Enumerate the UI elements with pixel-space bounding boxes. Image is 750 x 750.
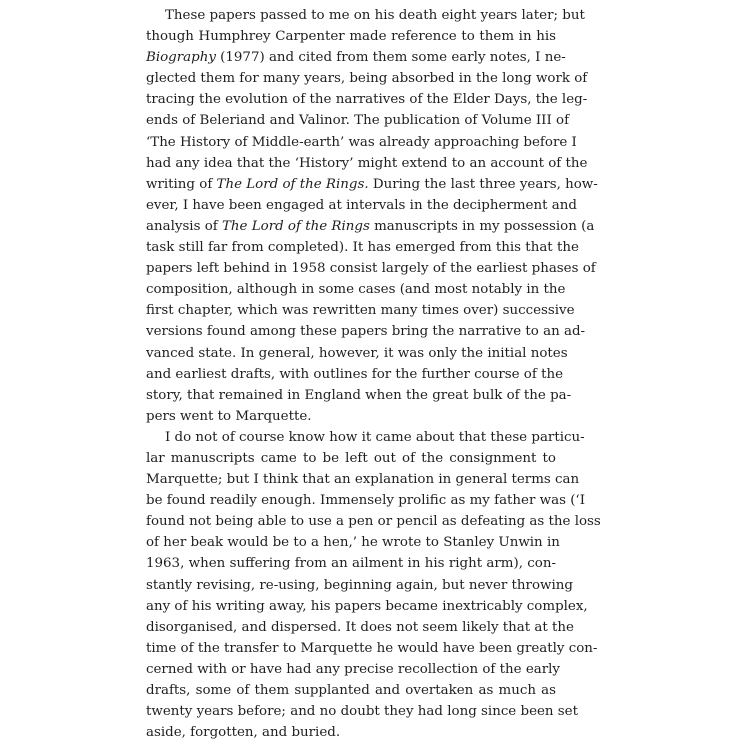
text-line (146, 638, 598, 659)
text-run: versions found among these papers bring the narrative to an ad- (146, 324, 586, 340)
text-run: tracing the evolution of the narratives of the Elder Days, the leg- (146, 92, 588, 108)
text-line (146, 68, 588, 89)
text-line (146, 132, 577, 153)
text-line (146, 680, 556, 701)
text-line (146, 427, 585, 448)
text-line (146, 279, 566, 300)
text-run: (1977) and cited from them some early notes, I ne- (215, 50, 566, 66)
text-line (146, 195, 577, 216)
text-run: Marquette; but I think that an explanation in general terms can (146, 472, 580, 488)
text-line (146, 321, 586, 342)
text-run: composition, although in some cases (and most notably in the (146, 282, 566, 298)
text-run: cerned with or have had any precise recollection of the early (146, 661, 560, 677)
paragraph (146, 5, 598, 427)
text-line (146, 490, 585, 511)
text-run: ever, I have been engaged at intervals in the decipherment and (146, 197, 577, 213)
text-run: stantly revising, re-using, beginning again, but never throwing (146, 577, 573, 593)
text-line (146, 575, 573, 596)
text-run: These papers passed to me on his death eight years later; but (165, 8, 585, 23)
text-run: of her beak would be to a hen,’ he wrote to Stanley Unwin in (146, 535, 560, 551)
text-line (146, 532, 560, 553)
text-line (146, 237, 579, 258)
text-line (146, 385, 572, 406)
text-run: time of the transfer to Marquette he would have been greatly con- (146, 640, 598, 656)
text-run: glected them for many years, being absorbed in the long work of (146, 71, 588, 87)
paragraph (146, 427, 601, 743)
text-run: had any idea that the ‘History’ might extend to an account of the (146, 155, 588, 171)
text-run: analysis of (146, 218, 222, 234)
text-line (146, 258, 596, 279)
text-line (146, 5, 585, 26)
text-run: be found readily enough. Immensely prolific as my father was (‘I (146, 493, 585, 509)
text-line (146, 343, 568, 364)
text-line (146, 469, 580, 490)
text-run: vanced state. In general, however, it was only the initial notes (146, 345, 568, 361)
text-run: drafts, some of them supplanted and overtaken as much as (146, 683, 556, 698)
text-run: ends of Beleriand and Valinor. The publication of Volume III of (146, 113, 570, 129)
italic-title: The Lord of the Rings. (216, 176, 369, 192)
text-line (146, 89, 588, 110)
text-line (146, 216, 595, 237)
text-run: story, that remained in England when the great bulk of the pa- (146, 387, 572, 403)
text-line (146, 364, 564, 385)
text-line (146, 300, 575, 321)
italic-title: Biography (146, 50, 216, 66)
text-run: pers went to Marquette. (146, 408, 312, 424)
text-line (146, 596, 588, 617)
text-run: though Humphrey Carpenter made reference to them in his (146, 29, 556, 45)
text-line (146, 174, 598, 195)
book-page (146, 5, 601, 743)
text-run: and earliest drafts, with outlines for the further course of the (146, 366, 564, 382)
text-run: 1963, when suffering from an ailment in his right arm), con- (146, 556, 556, 572)
text-run: manuscripts in my possession (a (369, 218, 595, 234)
text-run: twenty years before; and no doubt they had long since been set (146, 704, 578, 720)
text-line (146, 511, 601, 532)
text-run: papers left behind in 1958 consist largely of the earliest phases of (146, 261, 596, 277)
italic-title: The Lord of the Rings (222, 218, 370, 234)
text-run: writing of (146, 176, 217, 192)
text-run: disorganised, and dispersed. It does not seem likely that at the (146, 619, 574, 635)
text-line (146, 110, 570, 131)
text-run: aside, forgotten, and buried. (146, 725, 341, 741)
text-line (146, 722, 556, 743)
text-line (146, 448, 556, 469)
text-run: I do not of course know how it came about that these particu- (165, 429, 585, 445)
text-line (146, 659, 560, 680)
text-run: any of his writing away, his papers became inextricably complex, (146, 598, 588, 614)
text-run: During the last three years, how- (368, 176, 598, 192)
text-line (146, 553, 556, 574)
text-line (146, 153, 588, 174)
text-run: ‘The History of Middle-earth’ was already approaching before I (146, 134, 577, 150)
text-run: lar manuscripts came to be left out of the consignment to (146, 450, 556, 466)
text-line (146, 26, 556, 47)
text-run: found not being able to use a pen or pencil as defeating as the loss (146, 514, 601, 530)
text-line (146, 701, 578, 722)
text-run: task still far from completed). It has emerged from this that the (146, 240, 579, 256)
text-line (146, 617, 574, 638)
text-run: first chapter, which was rewritten many times over) successive (146, 303, 575, 319)
text-line (146, 47, 566, 68)
text-line (146, 406, 556, 427)
